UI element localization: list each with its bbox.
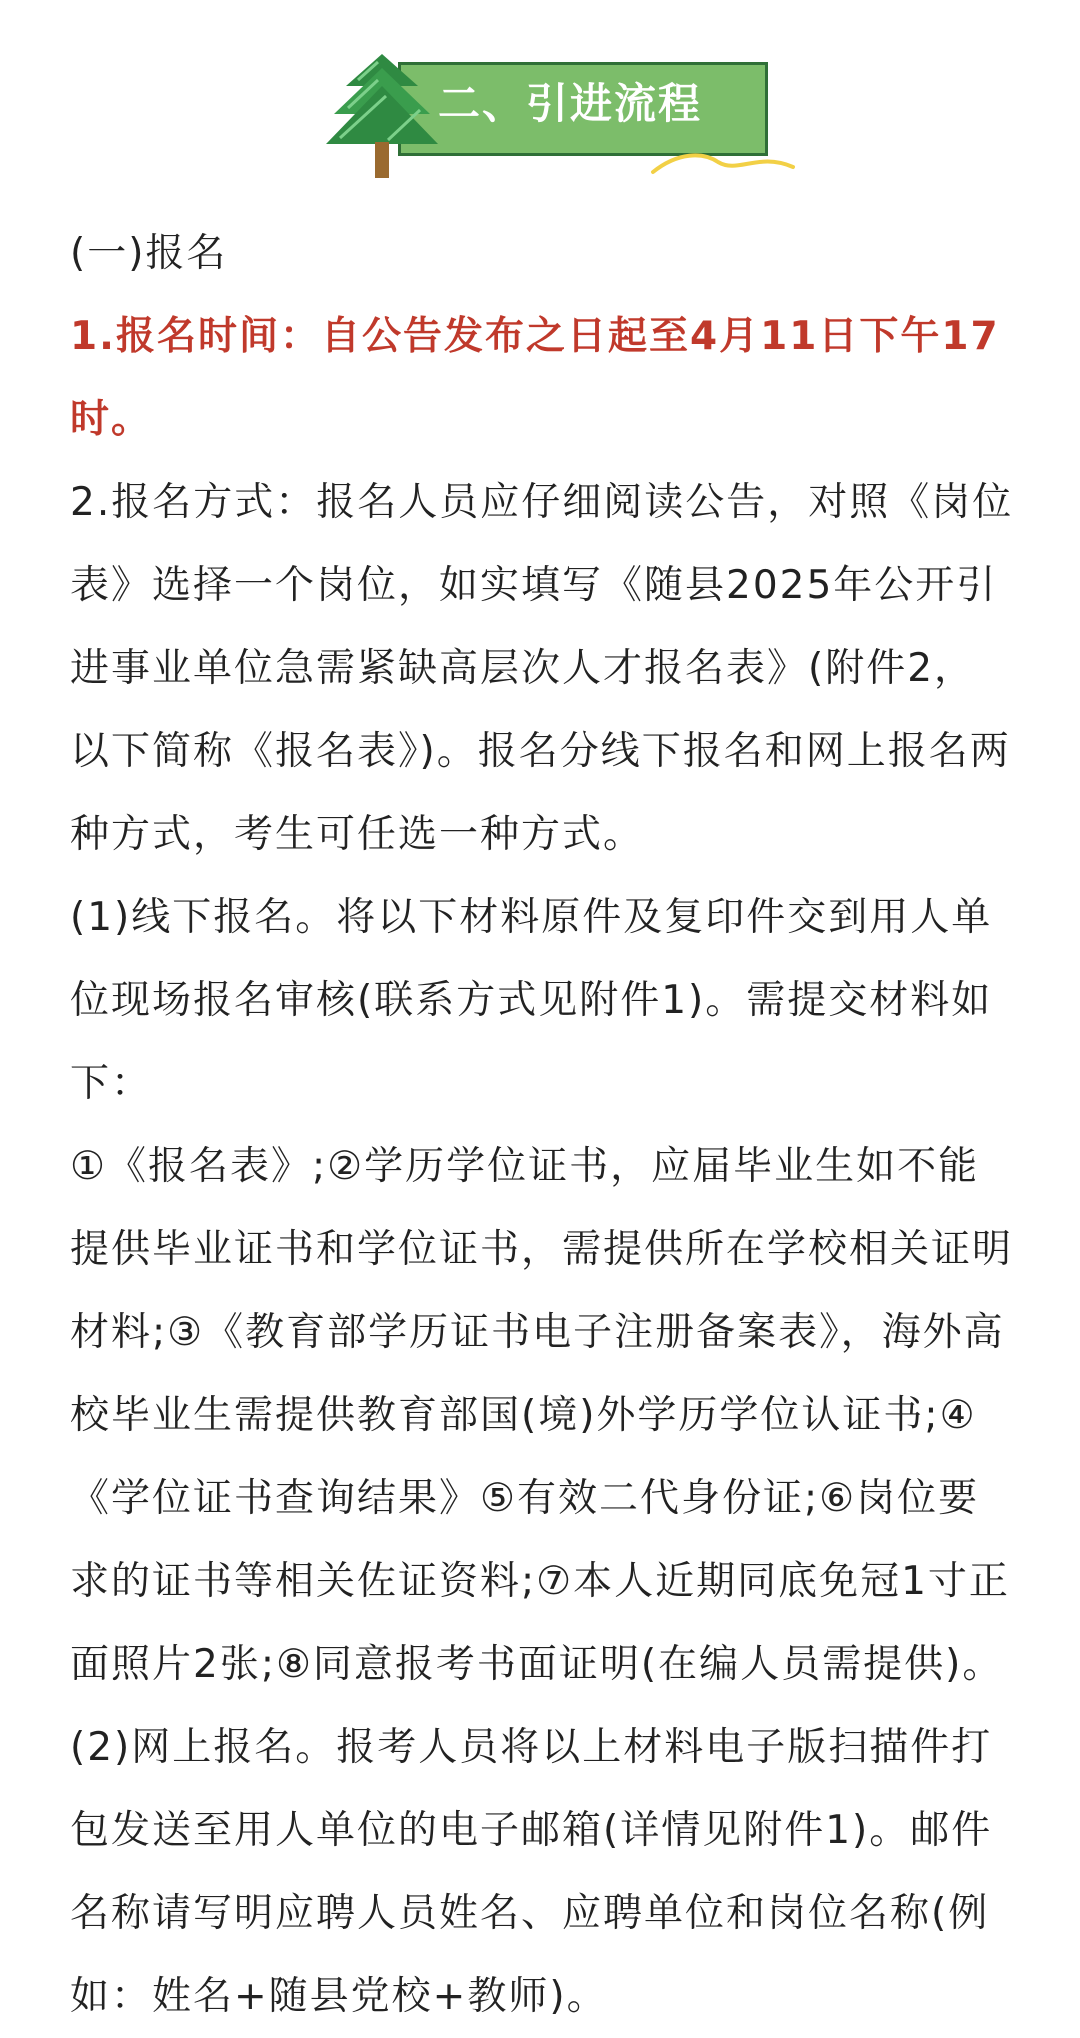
offline-registration: (1)线下报名。将以下材料原件及复印件交到用人单位现场报名审核(联系方式见附件1)。需提交材料如下： (70, 895, 993, 1106)
wave-decoration-icon (648, 142, 798, 182)
main-content (70, 212, 1015, 2038)
registration-time: 1.报名时间：自公告发布之日起至4月11日下午17时。 (70, 314, 1000, 442)
subsection-title: (一)报名 (70, 231, 228, 276)
online-registration: (2)网上报名。报考人员将以上材料电子版扫描件打包发送至用人单位的电子邮箱(详情见附件1)。邮件名称请写明应聘人员姓名、应聘单位和岗位名称(例如：姓名+随县党校+教师)。 (70, 1725, 993, 2019)
registration-method: 2.报名方式：报名人员应仔细阅读公告，对照《岗位表》选择一个岗位，如实填写《随县2025年公开引进事业单位急需紧缺高层次人才报名表》(附件2，以下简称《报名表》)。报名分线下报名和网上报名两种方式，考生可任选一种方式。 (70, 480, 1014, 857)
materials-list: ①《报名表》;②学历学位证书，应届毕业生如不能提供毕业证书和学位证书，需提供所在学校相关证明材料;③《教育部学历证书电子注册备案表》，海外高校毕业生需提供教育部国(境)外学历学位认证书;④《学位证书查询结果》⑤有效二代身份证;⑥岗位要求的证书等相关佐证资料;⑦本人近期同底免冠1寸正面照片2张;⑧同意报考书面证明(在编人员需提供)。 (70, 1144, 1014, 1687)
section-title: 二、引进流程 (438, 79, 703, 128)
section-header (318, 50, 818, 180)
tree-icon (318, 50, 448, 180)
